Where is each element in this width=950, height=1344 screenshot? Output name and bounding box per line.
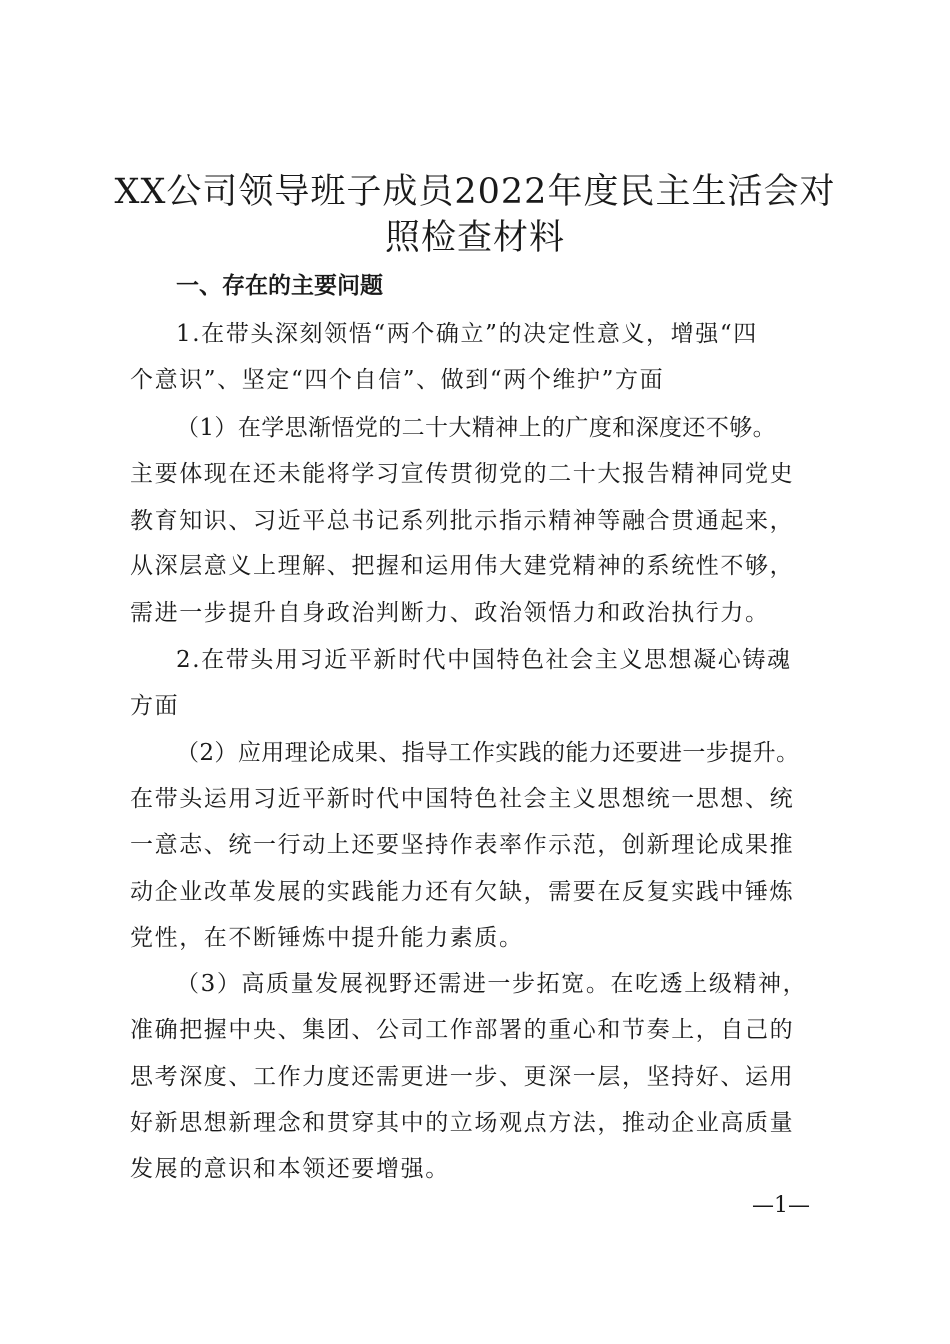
document-title-line-1: XX公司领导班子成员2022年度民主生活会对 (114, 172, 836, 212)
paragraph-line: 主要体现在还未能将学习宣传贯彻党的二十大报告精神同党史 (130, 461, 795, 487)
paragraph-line: （3）高质量发展视野还需进一步拓宽。在吃透上级精神， (176, 971, 808, 997)
paragraph-line: 发展的意识和本领还要增强。 (130, 1156, 450, 1182)
paragraph-line: 党性，在不断锤炼中提升能力素质。 (130, 925, 524, 951)
section-heading: 一、存在的主要问题 (176, 273, 383, 299)
paragraph-line: 准确把握中央、集团、公司工作部署的重心和节奏上，自己的 (130, 1017, 795, 1043)
paragraph-line: 思考深度、工作力度还需更进一步、更深一层，坚持好、运用 (130, 1064, 795, 1090)
paragraph-line: 教育知识、习近平总书记系列批示指示精神等融合贯通起来， (130, 508, 795, 534)
page-number: —1— (752, 1193, 810, 1218)
document-title-line-2: 照检查材料 (384, 218, 565, 258)
paragraph-line: （1）在学思渐悟党的二十大精神上的广度和深度还不够。 (176, 415, 777, 441)
paragraph-line: 从深层意义上理解、把握和运用伟大建党精神的系统性不够， (130, 553, 795, 579)
paragraph-line: 在带头运用习近平新时代中国特色社会主义思想统一思想、统 (130, 786, 795, 812)
paragraph-line: 动企业改革发展的实践能力还有欠缺，需要在反复实践中锤炼 (130, 879, 795, 905)
paragraph-line: 1.在带头深刻领悟“两个确立”的决定性意义，增强“四 (176, 321, 758, 347)
paragraph-line: 2.在带头用习近平新时代中国特色社会主义思想凝心铸魂 (176, 647, 792, 673)
paragraph-line: 需进一步提升自身政治判断力、政治领悟力和政治执行力。 (130, 600, 770, 626)
paragraph-line: 一意志、统一行动上还要坚持作表率作示范，创新理论成果推 (130, 832, 795, 858)
paragraph-line: （2）应用理论成果、指导工作实践的能力还要进一步提升。 (176, 740, 800, 766)
paragraph-line: 个意识”、坚定“四个自信”、做到“两个维护”方面 (130, 367, 665, 393)
paragraph-line: 方面 (130, 693, 180, 719)
paragraph-line: 好新思想新理念和贯穿其中的立场观点方法，推动企业高质量 (130, 1110, 795, 1136)
